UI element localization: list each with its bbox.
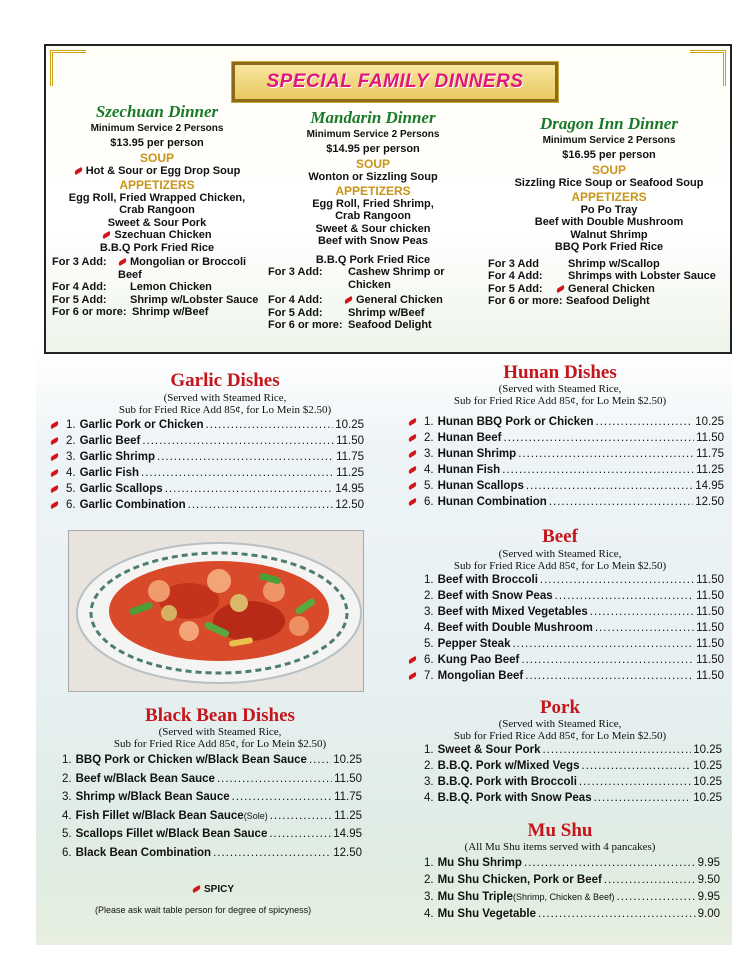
soup-text: Sizzling Rice Soup or Seafood Soup bbox=[514, 177, 704, 189]
item-name: Mu Shu Shrimp bbox=[437, 857, 522, 869]
item-name: Fish Fillet w/Black Bean Sauce bbox=[75, 809, 244, 822]
menu-item bbox=[424, 480, 724, 496]
min-service: Minimum Service 2 Persons bbox=[306, 129, 440, 140]
leader-dots bbox=[595, 622, 694, 634]
item-name: Garlic Combination bbox=[79, 499, 186, 511]
item-number: 4. bbox=[424, 792, 434, 804]
item-price: 11.50 bbox=[696, 574, 724, 586]
appetizer: Walnut Shrimp bbox=[570, 228, 648, 241]
soup-heading: SOUP bbox=[139, 151, 174, 165]
note-line: (All Mu Shu items served with 4 pancakes) bbox=[464, 841, 656, 853]
appetizer: BBQ Pork Fried Rice bbox=[554, 241, 664, 253]
menu-item bbox=[424, 432, 724, 448]
menu-item bbox=[62, 773, 362, 789]
leader-dots bbox=[579, 776, 691, 788]
spicy-legend bbox=[192, 884, 234, 895]
item-name: B.B.Q. Pork w/Mixed Vegs bbox=[437, 760, 580, 772]
leader-dots bbox=[542, 744, 691, 756]
menu-item bbox=[424, 670, 724, 686]
item-price: 10.25 bbox=[695, 416, 724, 428]
item-price: 11.75 bbox=[336, 451, 364, 463]
item-price: 12.50 bbox=[695, 496, 724, 508]
item-number: 5. bbox=[424, 638, 434, 650]
menu-item bbox=[424, 776, 722, 792]
menu-item bbox=[424, 792, 722, 808]
appetizer: Po Po Tray bbox=[580, 203, 638, 216]
pepper-icon bbox=[73, 167, 83, 175]
item-price: 14.95 bbox=[695, 480, 724, 492]
item-number: 3. bbox=[424, 891, 434, 903]
menu-item bbox=[66, 419, 364, 435]
dinner-price: $14.95 per person bbox=[326, 143, 420, 155]
note-line: (Served with Steamed Rice, bbox=[498, 718, 622, 730]
item-name: B.B.Q. Pork with Snow Peas bbox=[437, 792, 592, 804]
leader-dots bbox=[617, 891, 696, 903]
add-label: For 4 Add: bbox=[52, 281, 107, 293]
item-number: 6. bbox=[424, 496, 434, 508]
leader-dots bbox=[141, 467, 334, 479]
item-price: 10.25 bbox=[693, 744, 722, 756]
item-name: Garlic Pork or Chicken bbox=[79, 419, 204, 431]
dragon-inn-dinner bbox=[488, 114, 730, 308]
item-number: 4. bbox=[424, 464, 434, 476]
appetizers-heading: APPETIZERS bbox=[335, 183, 411, 198]
item-name: Hunan Fish bbox=[437, 464, 501, 476]
item-price: 11.25 bbox=[334, 809, 362, 822]
item-price: 11.50 bbox=[696, 638, 724, 650]
menu-item bbox=[424, 574, 724, 590]
item-name: Garlic Scallops bbox=[79, 483, 163, 495]
item-name: Hunan BBQ Pork or Chicken bbox=[437, 416, 594, 428]
item-number: 1. bbox=[424, 574, 434, 586]
item-price: 9.95 bbox=[697, 857, 720, 869]
appetizers-heading: APPETIZERS bbox=[571, 189, 647, 204]
appetizer: B.B.Q Pork Fried Rice bbox=[99, 241, 215, 254]
item-price: 10.25 bbox=[693, 792, 722, 804]
note-line: (Served with Steamed Rice, bbox=[498, 548, 622, 560]
leader-dots bbox=[188, 499, 334, 511]
item-name: Garlic Fish bbox=[79, 467, 140, 479]
hunan-title: Hunan Dishes bbox=[503, 362, 617, 383]
pepper-icon bbox=[556, 285, 566, 293]
item-price: 11.75 bbox=[334, 791, 362, 803]
soup-text: Hot & Sour or Egg Drop Soup bbox=[85, 165, 241, 177]
dish-photo-image bbox=[69, 531, 364, 692]
add-label: For 5 Add: bbox=[52, 293, 107, 306]
leader-dots bbox=[206, 419, 334, 431]
special-banner-text: SPECIAL FAMILY DINNERS bbox=[266, 71, 524, 92]
menu-item bbox=[62, 791, 362, 807]
add-value: Mongolian or Broccoli Beef bbox=[118, 256, 247, 281]
menu-item bbox=[66, 451, 364, 467]
dinner-title: Szechuan Dinner bbox=[95, 102, 219, 121]
item-extra: (Shrimp, Chicken & Beef) bbox=[512, 892, 615, 902]
mandarin-dinner bbox=[268, 108, 478, 332]
menu-item bbox=[424, 874, 720, 890]
item-number: 1. bbox=[424, 857, 434, 869]
note-line: (Served with Steamed Rice, bbox=[498, 383, 622, 395]
leader-dots bbox=[518, 448, 694, 460]
appetizer: Sweet & Sour Pork bbox=[107, 216, 207, 229]
mushu-note bbox=[395, 841, 725, 853]
special-dinners-box bbox=[44, 44, 732, 354]
leader-dots bbox=[526, 480, 693, 492]
menu-item bbox=[424, 654, 724, 670]
appetizer: Sweet & Sour chicken bbox=[315, 222, 431, 235]
min-service: Minimum Service 2 Persons bbox=[542, 135, 676, 146]
add-label: For 5 Add: bbox=[488, 282, 543, 295]
beef-note bbox=[395, 548, 725, 572]
spicy-note: (Please ask wait table person for degree of spicyness) bbox=[95, 905, 312, 915]
item-extra: (Sole) bbox=[243, 810, 268, 821]
appetizer: B.B.Q Pork Fried Rice bbox=[315, 253, 431, 266]
item-number: 6. bbox=[62, 846, 72, 859]
leader-dots bbox=[555, 590, 694, 602]
add-label: For 6 or more: bbox=[268, 319, 343, 331]
item-price: 11.50 bbox=[696, 622, 724, 634]
item-name: Beef with Broccoli bbox=[437, 574, 538, 586]
item-name: Mu Shu Vegetable bbox=[437, 908, 537, 920]
menu-item bbox=[424, 622, 724, 638]
item-number: 5. bbox=[66, 483, 76, 495]
leader-dots bbox=[521, 654, 694, 666]
item-number: 3. bbox=[424, 606, 434, 618]
item-price: 10.25 bbox=[335, 419, 364, 431]
item-number: 7. bbox=[424, 670, 434, 682]
pork-title: Pork bbox=[539, 697, 581, 718]
item-number: 1. bbox=[66, 419, 76, 431]
soup-text: Wonton or Sizzling Soup bbox=[308, 171, 438, 183]
item-price: 11.75 bbox=[696, 448, 724, 460]
menu-item bbox=[62, 828, 362, 844]
item-price: 11.50 bbox=[334, 772, 362, 785]
leader-dots bbox=[504, 432, 695, 444]
item-number: 3. bbox=[424, 448, 434, 460]
item-name: Hunan Shrimp bbox=[437, 448, 517, 460]
menu-item bbox=[424, 496, 724, 512]
add-label: For 5 Add: bbox=[268, 306, 323, 319]
dinner-title: Mandarin Dinner bbox=[310, 108, 436, 127]
item-price: 14.95 bbox=[335, 483, 364, 495]
item-number: 2. bbox=[424, 874, 434, 886]
item-price: 11.50 bbox=[696, 590, 724, 602]
dinner-price: $13.95 per person bbox=[110, 137, 204, 149]
appetizers-heading: APPETIZERS bbox=[119, 177, 195, 192]
leader-dots bbox=[512, 638, 694, 650]
menu-item bbox=[62, 810, 362, 826]
item-name: Beef with Snow Peas bbox=[437, 590, 553, 602]
soup-heading: SOUP bbox=[355, 157, 390, 171]
leader-dots bbox=[524, 857, 696, 869]
menu-item bbox=[424, 891, 720, 907]
add-value: Seafood Delight bbox=[348, 319, 432, 331]
item-price: 9.95 bbox=[697, 891, 720, 903]
dish-photo bbox=[68, 530, 364, 692]
item-number: 2. bbox=[424, 432, 434, 444]
leader-dots bbox=[270, 810, 332, 822]
item-number: 5. bbox=[424, 480, 434, 492]
menu-item bbox=[424, 857, 720, 873]
note-line: Sub for Fried Rice Add 85¢, for Lo Mein $2.50) bbox=[113, 738, 327, 750]
item-name: Kung Pao Beef bbox=[437, 654, 520, 666]
item-number: 2. bbox=[66, 435, 76, 447]
add-value: Cashew Shrimp or Chicken bbox=[348, 266, 445, 291]
note-line: Sub for Fried Rice Add 85¢, for Lo Mein $2.50) bbox=[453, 560, 667, 572]
item-number: 4. bbox=[424, 908, 434, 920]
add-value: Shrimps with Lobster Sauce bbox=[568, 270, 716, 282]
pepper-icon bbox=[344, 296, 354, 304]
min-service: Minimum Service 2 Persons bbox=[90, 123, 224, 134]
item-name: Mongolian Beef bbox=[437, 670, 524, 682]
menu-item bbox=[424, 638, 724, 654]
soup-heading: SOUP bbox=[591, 163, 626, 177]
add-value: General Chicken bbox=[356, 294, 443, 306]
add-label: For 4 Add: bbox=[488, 270, 543, 282]
item-name: Beef w/Black Bean Sauce bbox=[75, 772, 215, 785]
leader-dots bbox=[165, 483, 334, 495]
note-line: Sub for Fried Rice Add 85¢, for Lo Mein $2.50) bbox=[453, 730, 667, 742]
pork-note bbox=[395, 718, 725, 742]
item-price: 11.50 bbox=[696, 606, 724, 618]
menu-item bbox=[62, 754, 362, 770]
menu-item bbox=[424, 606, 724, 622]
leader-dots bbox=[217, 773, 332, 785]
leader-dots bbox=[502, 464, 694, 476]
item-name: Scallops Fillet w/Black Bean Sauce bbox=[75, 828, 268, 840]
appetizer: Egg Roll, Fried Shrimp, bbox=[312, 197, 434, 210]
appetizer: Crab Rangoon bbox=[335, 210, 411, 222]
item-number: 2. bbox=[424, 760, 434, 772]
item-price: 9.00 bbox=[697, 908, 720, 920]
item-price: 10.25 bbox=[693, 776, 722, 788]
item-price: 14.95 bbox=[333, 828, 362, 840]
item-name: B.B.Q. Pork with Broccoli bbox=[437, 776, 577, 788]
item-price: 11.50 bbox=[696, 654, 724, 666]
add-value: General Chicken bbox=[568, 282, 655, 295]
item-price: 11.25 bbox=[336, 467, 364, 479]
add-label: For 3 Add: bbox=[268, 266, 323, 278]
menu-item bbox=[424, 744, 722, 760]
menu-item bbox=[66, 435, 364, 451]
leader-dots bbox=[269, 828, 331, 840]
leader-dots bbox=[538, 908, 696, 920]
item-number: 6. bbox=[66, 499, 76, 511]
item-name: Black Bean Combination bbox=[75, 846, 212, 859]
appetizer: Beef with Snow Peas bbox=[317, 235, 429, 247]
hunan-note bbox=[395, 383, 725, 407]
leader-dots bbox=[213, 847, 331, 859]
item-number: 4. bbox=[62, 809, 72, 822]
menu-item bbox=[424, 464, 724, 480]
blackbean-title: Black Bean Dishes bbox=[145, 705, 295, 726]
item-number: 1. bbox=[424, 416, 434, 428]
item-number: 2. bbox=[424, 590, 434, 602]
leader-dots bbox=[590, 606, 694, 618]
mushu-title: Mu Shu bbox=[527, 820, 593, 841]
item-name: Beef with Mixed Vegetables bbox=[437, 606, 588, 618]
item-number: 4. bbox=[66, 467, 76, 479]
add-value: Shrimp w/Beef bbox=[132, 306, 209, 318]
item-name: Garlic Shrimp bbox=[79, 451, 156, 463]
menu-item bbox=[66, 467, 364, 483]
menu-item bbox=[66, 483, 364, 499]
item-number: 5. bbox=[62, 828, 72, 840]
note-line: Sub for Fried Rice Add 85¢, for Lo Mein $2.50) bbox=[118, 404, 332, 416]
item-name: Hunan Beef bbox=[437, 432, 502, 444]
add-label: For 4 Add: bbox=[268, 294, 323, 306]
item-name: Mu Shu Triple bbox=[437, 891, 513, 903]
dinner-title: Dragon Inn Dinner bbox=[540, 114, 678, 133]
item-price: 11.50 bbox=[336, 435, 364, 447]
menu-item bbox=[424, 908, 720, 924]
spicy-label: SPICY bbox=[204, 884, 235, 895]
add-value: Lemon Chicken bbox=[130, 281, 212, 293]
item-name: BBQ Pork or Chicken w/Black Bean Sauce bbox=[75, 754, 307, 766]
item-number: 3. bbox=[62, 791, 72, 803]
leader-dots bbox=[604, 874, 696, 886]
item-number: 3. bbox=[66, 451, 76, 463]
add-label: For 3 Add bbox=[488, 257, 539, 270]
leader-dots bbox=[540, 574, 694, 586]
add-value: Seafood Delight bbox=[566, 295, 650, 307]
appetizer: Szechuan Chicken bbox=[114, 229, 212, 241]
item-price: 11.25 bbox=[696, 464, 724, 476]
item-name: Mu Shu Chicken, Pork or Beef bbox=[437, 874, 602, 886]
item-number: 2. bbox=[62, 772, 72, 785]
leader-dots bbox=[232, 791, 332, 803]
add-value: Shrimp w/Scallop bbox=[568, 257, 660, 270]
add-label: For 6 or more: bbox=[52, 306, 127, 318]
menu-item bbox=[66, 499, 364, 515]
pepper-icon bbox=[102, 231, 112, 239]
menu-item bbox=[424, 760, 722, 776]
item-price: 11.50 bbox=[696, 432, 724, 444]
item-number: 6. bbox=[424, 654, 434, 666]
leader-dots bbox=[596, 416, 694, 428]
item-price: 12.50 bbox=[335, 499, 364, 511]
add-value: Shrimp w/Beef bbox=[348, 306, 425, 319]
menu-item bbox=[424, 448, 724, 464]
leader-dots bbox=[157, 451, 334, 463]
note-line: Sub for Fried Rice Add 85¢, for Lo Mein $2.50) bbox=[453, 395, 667, 407]
appetizer: Egg Roll, Fried Wrapped Chicken, bbox=[68, 191, 246, 204]
note-line: (Served with Steamed Rice, bbox=[158, 726, 282, 738]
corner-ornament-icon bbox=[690, 50, 726, 86]
corner-ornament-icon bbox=[50, 50, 86, 86]
item-name: Garlic Beef bbox=[79, 435, 141, 447]
garlic-note bbox=[60, 392, 390, 416]
appetizer: Beef with Double Mushroom bbox=[534, 216, 684, 228]
special-banner bbox=[232, 62, 558, 102]
item-name: Beef with Double Mushroom bbox=[437, 622, 593, 634]
item-number: 1. bbox=[424, 744, 434, 756]
item-name: Shrimp w/Black Bean Sauce bbox=[75, 791, 230, 803]
item-number: 4. bbox=[424, 622, 434, 634]
szechuan-dinner bbox=[52, 102, 262, 319]
add-value: Shrimp w/Lobster Sauce bbox=[130, 293, 259, 306]
menu-item bbox=[424, 590, 724, 606]
blackbean-note bbox=[60, 726, 380, 750]
item-price: 11.50 bbox=[696, 670, 724, 682]
item-name: Hunan Scallops bbox=[437, 480, 524, 492]
dinner-price: $16.95 per person bbox=[562, 149, 656, 161]
menu-item bbox=[424, 416, 724, 432]
item-price: 9.50 bbox=[697, 874, 720, 886]
leader-dots bbox=[525, 670, 694, 682]
leader-dots bbox=[581, 760, 691, 772]
add-label: For 6 or more: bbox=[488, 295, 563, 307]
note-line: (Served with Steamed Rice, bbox=[163, 392, 287, 404]
item-price: 10.25 bbox=[333, 754, 362, 766]
beef-title: Beef bbox=[542, 526, 578, 547]
item-number: 3. bbox=[424, 776, 434, 788]
item-price: 10.25 bbox=[693, 760, 722, 772]
garlic-title: Garlic Dishes bbox=[170, 370, 280, 391]
menu-item bbox=[62, 847, 362, 863]
appetizer: Crab Rangoon bbox=[119, 204, 195, 216]
leader-dots bbox=[142, 435, 334, 447]
item-name: Hunan Combination bbox=[437, 496, 547, 508]
pepper-icon bbox=[118, 258, 128, 266]
item-name: Sweet & Sour Pork bbox=[437, 744, 541, 756]
leader-dots bbox=[309, 754, 331, 766]
leader-dots bbox=[594, 792, 692, 804]
pepper-icon bbox=[192, 885, 202, 893]
item-number: 1. bbox=[62, 754, 72, 766]
leader-dots bbox=[549, 496, 693, 508]
item-name: Pepper Steak bbox=[437, 638, 511, 650]
add-label: For 3 Add: bbox=[52, 256, 107, 268]
item-price: 12.50 bbox=[333, 846, 362, 859]
